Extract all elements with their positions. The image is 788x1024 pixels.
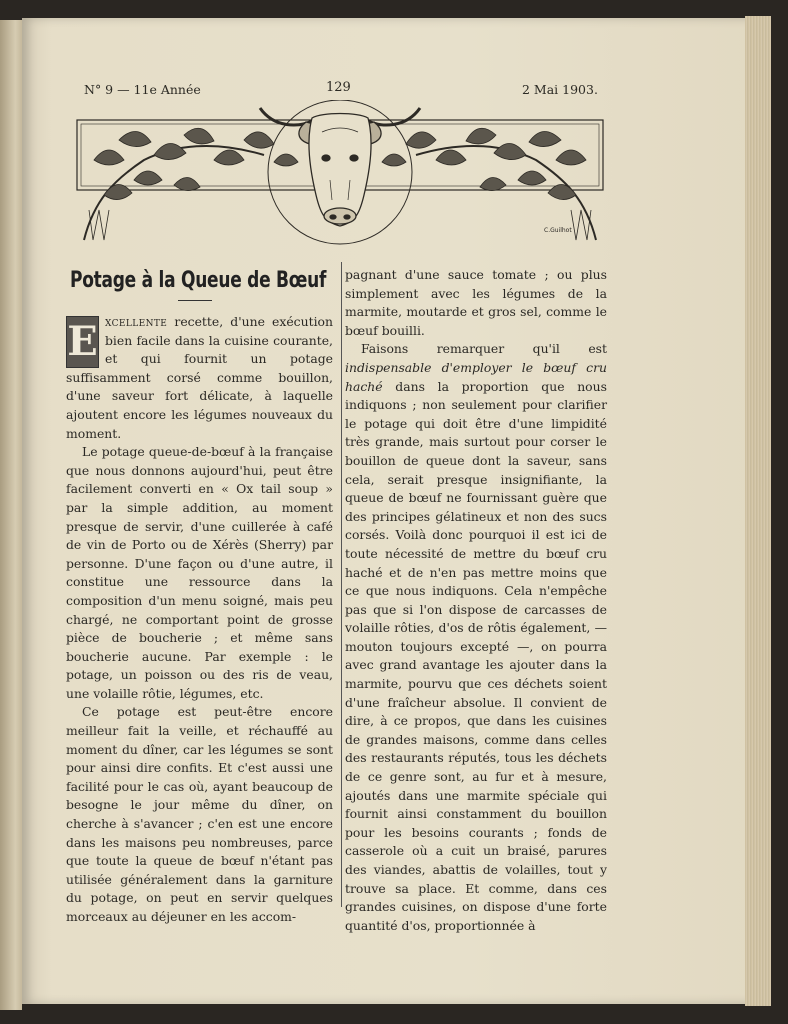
- paragraph-4-start: Faisons remarquer qu'il est: [361, 341, 607, 357]
- lead-word: xcellente: [105, 314, 168, 329]
- right-column: [345, 266, 607, 935]
- column-divider: [341, 262, 342, 907]
- issue-date: 2 Mai 1903.: [522, 82, 598, 97]
- title-rule: [178, 300, 212, 301]
- ox-head-vignette: [74, 100, 606, 252]
- paragraph-1-text: recette, d'une exécution bien facile dans la cuisine courante, et qui fournit un potage suffisamment corsé comme bouillon, d'une saveur fort délicate, à laquelle ajoutent encore les légumes nouveaux du moment.: [66, 314, 333, 441]
- paragraph-2: Le potage queue-de-bœuf à la française que nous donnons aujourd'hui, peut être facilement converti en « Ox tail soup » par la simple addition, au moment presque de servir, d'une cuillerée à café de vin de Porto ou de Xérès (Sherry) par personne. D'une façon ou d'une autre, il constitue une ressource dans la composition d'un menu soigné, mais peu chargé, ne comportant point de grosse pièce de boucherie ; et même sans boucherie aucune. Par exemple : le potage, un poisson ou des ris de veau, une volaille rôtie, légumes, etc.: [66, 444, 333, 701]
- left-column: [66, 313, 333, 927]
- paragraph-4: [345, 340, 607, 935]
- page-stack-edge: [745, 16, 771, 1006]
- article-title: Potage à la Queue de Bœuf: [70, 268, 327, 293]
- dropcap: E: [66, 316, 99, 368]
- illustrator-signature: C.Guilhot: [544, 227, 572, 234]
- page-number: 129: [326, 80, 351, 95]
- emphasis-phrase: indispensable d'employer le bœuf cru haché: [345, 359, 607, 394]
- paragraph-3: Ce potage est peut-être encore meilleur fait la veille, et réchauffé au moment du dîner, car les légumes se sont pour ainsi dire confits. Et c'est aussi une facilité pour le cas où, ayant beaucoup de besogne le jour même du dîner, on cherche à s'avancer ; c'en est une encore dans les maisons peu nombreuses, parce que toute la queue de bœuf n'étant pas utilisée généralement dans la garniture du potage, on peut en servir quelques morceaux au déjeuner en les accom-: [66, 704, 333, 924]
- paragraph-1: [66, 313, 333, 443]
- paragraph-4-text: dans la proportion que nous indiquons ; non seulement pour clarifier le potage qui doit être d'une limpidité très grande, mais surtout pour corser le bouillon de queue dont la saveur, sans cela, serait presque insignifiante, la queue de bœuf ne fournissant guère que des principes gélatineux et non des sucs corsés. Voilà donc pourquoi il est ici de toute nécessité de mettre du bœuf cru haché et de n'en pas mettre moins que ce que nous indiquons. Cela n'empêche pas que si l'on dispose de carcasses de volaille rôties, d'os de rôtis également, — mouton toujours excepté —, on pourra avec grand avantage les ajouter dans la marmite, pourvu que ces déchets soient d'une fraîcheur absolue. Il convient de dire, à ce propos, que dans les cuisines de grandes maisons, comme dans celles des restaurants réputés, tous les déchets de ce genre sont, au fur et à mesure, ajoutés dans une marmite spéciale qui fournit ainsi constamment du bouillon pour les besoins courants ; fonds de casserole où a cuit un braisé, parures des viandes, abattis de volailles, tout y trouve sa place. Et comme, dans ces grandes cuisines, on dispose d'une forte quantité d'os, proportionnée à: [345, 378, 607, 933]
- issue-number: N° 9 — 11e Année: [84, 82, 201, 97]
- facing-page-edge: [0, 20, 22, 1010]
- paragraph-3-continued: pagnant d'une sauce tomate ; ou plus simplement avec les légumes de la marmite, moutarde et gros sel, comme le bœuf bouilli.: [345, 267, 607, 338]
